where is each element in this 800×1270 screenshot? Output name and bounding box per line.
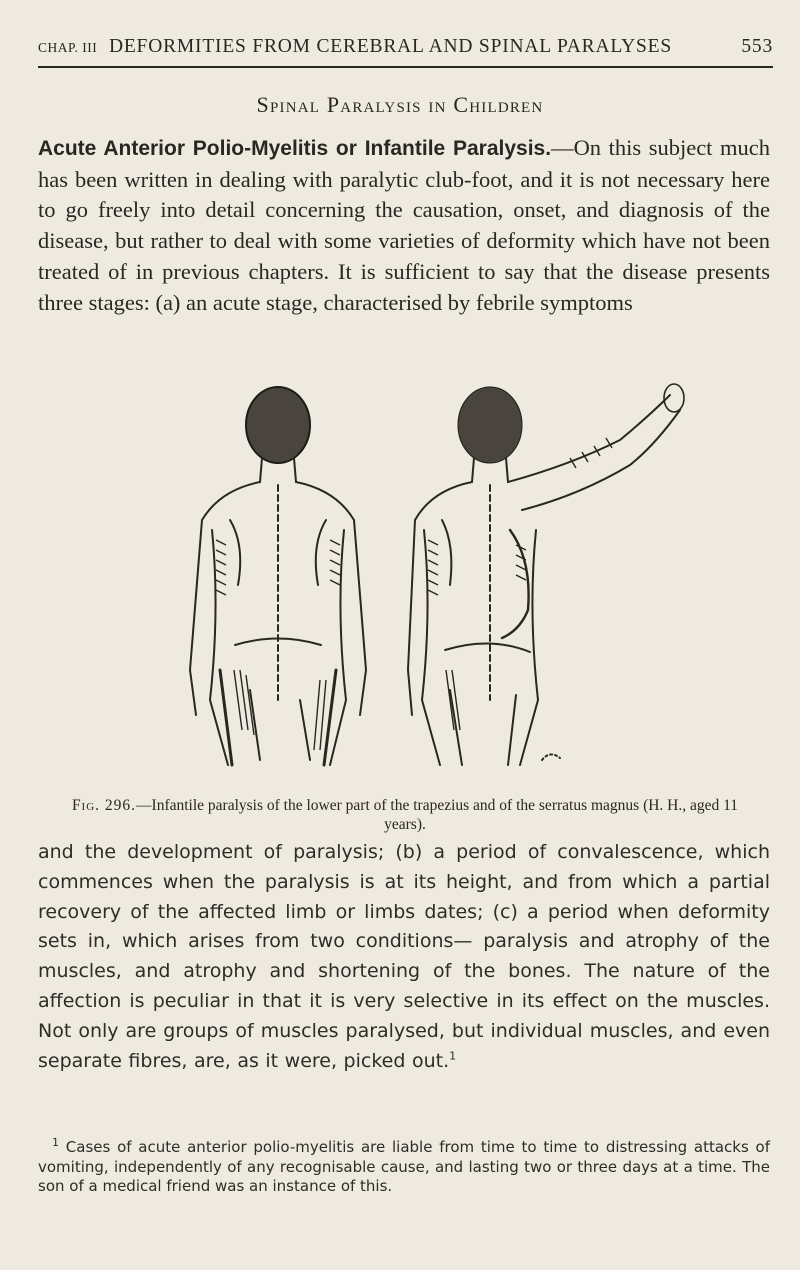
running-header [38,36,773,68]
chapter-label: CHAP. III [38,40,98,55]
running-title: DEFORMITIES FROM CEREBRAL AND SPINAL PARALYSES [108,36,673,57]
paragraph-2 [38,838,770,1076]
footnote-text: Cases of acute anterior polio-myelitis are liable from time to time to distressing attacks of vomiting, independently of any recognisable cause, and lasting two or three days at a time. The son of a medical friend was an instance of this. [38,1138,770,1195]
paragraph-1-text: —On this subject much has been written in dealing with paralytic club-foot, and it is not necessary here to go freely into detail concerning the causation, onset, and diagnosis of the disease, but rather to deal with some varieties of deformity which have not been treated of in previous chapters. It is sufficient to say that the disease presents three stages: (a) an acute stage, characterised by febrile symptoms [38,135,770,315]
paragraph-1-lead: Acute Anterior Polio-Myelitis or Infantile Paralysis. [38,137,552,160]
footnote-mark: 1 [52,1136,59,1149]
footnote [38,1138,770,1197]
figure-caption-text: —Infantile paralysis of the lower part of the trapezius and of the serratus magnus (H. H., aged 11 years). [136,797,739,833]
figure-illustration [150,370,690,790]
figure-caption [60,796,750,834]
paragraph-2-text: and the development of paralysis; (b) a period of convalescence, which commences when the paralysis is at its height, and from which a partial recovery of the affected limb or limbs dates; (c) a period when deformity sets in, which arises from two conditions— paralysis and atrophy of the muscles, and atrophy and shortening of the bones. The nature of the affection is peculiar in that it is very selective in its effect on the muscles. Not only are groups of muscles paralysed, but individual muscles, and even separate fibres, are, as it were, picked out. [38,841,770,1072]
back-view-drawing [150,370,690,790]
paragraph-1 [38,133,770,318]
page-number: 553 [741,36,773,57]
figure-label: Fig. 296. [71,797,137,814]
footnote-reference[interactable]: 1 [449,1049,457,1063]
section-title: Spinal Paralysis in Children [256,92,544,117]
